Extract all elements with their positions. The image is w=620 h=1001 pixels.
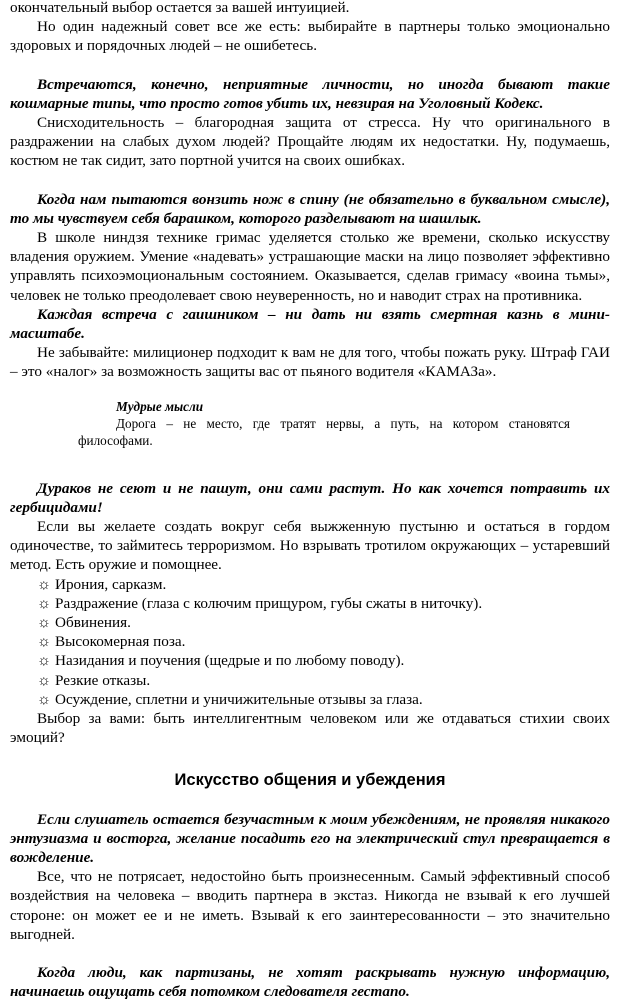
sun-bullet-icon: ☼ <box>37 690 51 708</box>
highlight-paragraph: Когда люди, как партизаны, не хотят раскрывать нужную информацию, начинаешь ощущать себя потомком следователя гестапо. <box>10 963 610 1001</box>
quote-body: Дорога – не место, где тратят нервы, а путь, на котором становятся философами. <box>78 415 570 448</box>
list-item: ☼ Осуждение, сплетни и уничижительные отзывы за глаза. <box>37 690 423 708</box>
bullet-list <box>10 575 610 709</box>
highlight-paragraph: Встречаются, конечно, неприятные личности, но иногда бывают такие кошмарные типы, что просто готов убить их, невзирая на Уголовный Кодекс. <box>10 75 610 112</box>
paragraph: Если вы желаете создать вокруг себя выжженную пустыню и остаться в гордом одиночестве, то займитесь терроризмом. Но взрывать тротилом окружающих – устаревший метод. Есть оружие и помощнее. <box>10 518 610 574</box>
wise-thoughts-quote <box>78 398 570 449</box>
list-item: ☼ Обвинения. <box>37 614 131 632</box>
list-item: ☼ Резкие отказы. <box>37 671 151 689</box>
highlight-paragraph: Когда нам пытаются вонзить нож в спину (не обязательно в буквальном смысле), то мы чувствуем себя барашком, которого разделывают на шашлык. <box>10 190 610 227</box>
section-title: Искусство общения и убеждения <box>174 770 446 789</box>
sun-bullet-icon: ☼ <box>37 594 51 612</box>
sun-bullet-icon: ☼ <box>37 633 51 651</box>
paragraph: Но один надежный совет все же есть: выбирайте в партнеры только эмоционально здоровых и порядочных людей – не ошибетесь. <box>10 18 610 55</box>
paragraph: окончательный выбор остается за вашей интуицией. <box>10 0 350 16</box>
list-item: ☼ Назидания и поучения (щедрые и по любому поводу). <box>37 652 405 670</box>
list-item: ☼ Ирония, сарказм. <box>37 575 167 593</box>
paragraph: Выбор за вами: быть интеллигентным человеком или же отдаваться стихии своих эмоций? <box>10 710 610 747</box>
list-item: ☼ Высокомерная поза. <box>37 633 186 651</box>
paragraph: Все, что не потрясает, недостойно быть произнесенным. Самый эффективный способ воздействия на человека – вводить партнера в экстаз. Никогда не взывай к его лучшей стороне: он может ее и не иметь. Взывай к его заинтересованности – это значительно выгодней. <box>10 868 610 943</box>
sun-bullet-icon: ☼ <box>37 652 51 670</box>
quote-title: Мудрые мысли <box>116 398 204 414</box>
sun-bullet-icon: ☼ <box>37 671 51 689</box>
list-item: ☼ Раздражение (глаза с колючим прищуром, губы сжаты в ниточку). <box>37 594 483 612</box>
paragraph: Снисходительность – благородная защита от стресса. Ну что оригинального в раздражении на слабых духом людей? Прощайте людям их недостатки. Ну, подумаешь, костюм не так сидит, зато портной учится на своих ошибках. <box>10 114 610 170</box>
highlight-paragraph: Каждая встреча с гаишником – ни дать ни взять смертная казнь в мини-масштабе. <box>10 305 610 343</box>
sun-bullet-icon: ☼ <box>37 575 51 593</box>
sun-bullet-icon: ☼ <box>37 614 51 632</box>
paragraph: Не забывайте: милиционер подходит к вам не для того, чтобы пожать руку. Штраф ГАИ – это «налог» за возможность защиты вас от пьяного водителя «КАМАЗа». <box>10 344 610 381</box>
highlight-paragraph: Дураков не сеют и не пашут, они сами растут. Но как хочется потравить их гербицидами! <box>10 479 610 516</box>
paragraph: В школе ниндзя технике гримас уделяется столько же времени, сколько искусству владения оружием. Умение «надевать» устрашающие маски на лицо позволяет эффективно управлять психоэмоциональным состоянием. Оказывается, сделав гримасу «воина тьмы», человек не только преодолевает свою неуверенность, но и наводит страх на противника. <box>10 229 610 304</box>
highlight-paragraph: Если слушатель остается безучастным к моим убеждениям, не проявляя никакого энтузиазма и восторга, желание посадить его на электрический стул превращается в вожделение. <box>10 810 610 866</box>
